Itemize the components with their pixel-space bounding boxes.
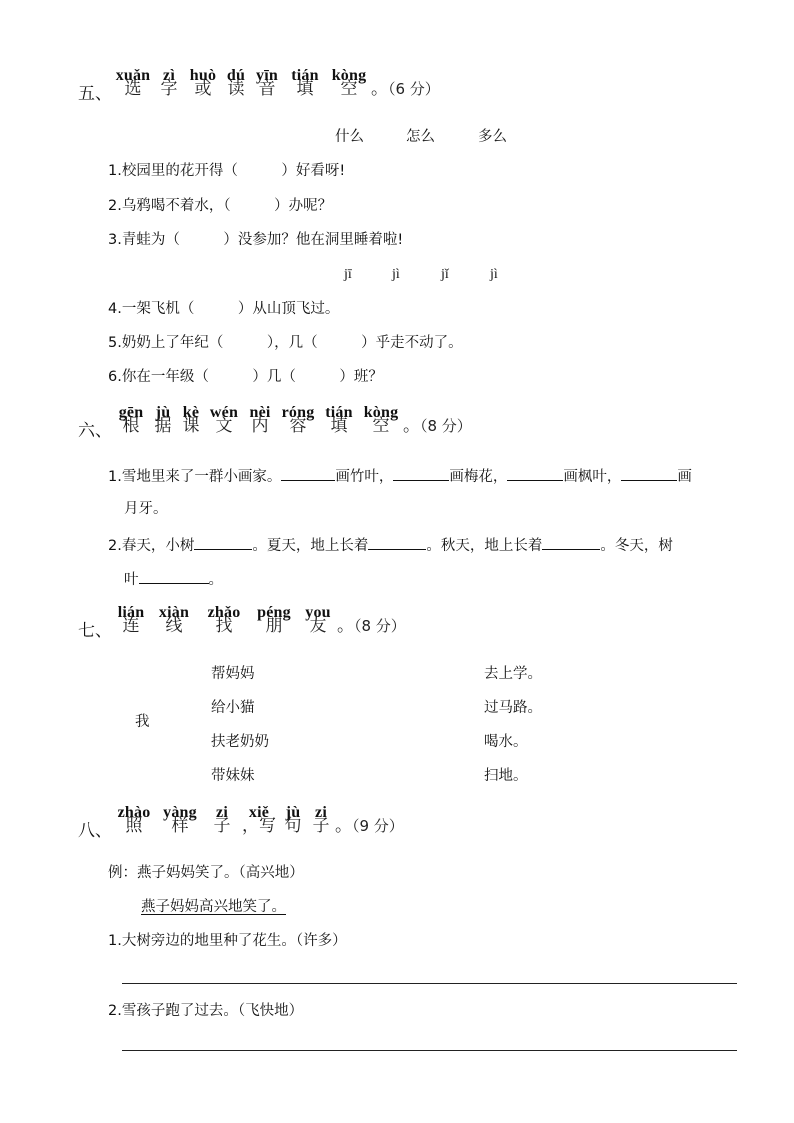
s8-question-2: 2.雪孩子跑了过去。（飞快地） (108, 1003, 304, 1019)
s8-question-1: 1.大树旁边的地里种了花生。（许多） (108, 933, 347, 949)
section5-pinyin: xuǎn zì huò dú yīn tián kòng (115, 67, 367, 84)
section8-score: （9 分） (352, 817, 404, 835)
section7-score: （8 分） (354, 617, 406, 635)
s8-answer-line-1[interactable] (122, 983, 737, 984)
s5-question-3: 3.青蛙为（ ）没参加？他在洞里睡着啦! (108, 232, 404, 248)
match-right-1[interactable]: 去上学。 (484, 666, 542, 682)
s8-example-answer: 燕子妈妈高兴地笑了。 (141, 899, 286, 915)
section5-score: （6 分） (388, 80, 440, 98)
section8-pinyin: zhào yàng zi xiě jù zi (117, 804, 327, 821)
section8-title: 照 样 子 ，写 句 子 。（9 分） (125, 816, 404, 836)
answer-blank[interactable] (368, 535, 426, 550)
section7-pinyin: lián xiàn zhǎo péng you (117, 604, 331, 621)
section6-score: （8 分） (420, 417, 472, 435)
section5-title: 选 字 或 读 音 填 空 。（6 分） (124, 79, 440, 99)
match-left-3[interactable]: 扶老奶奶 (211, 734, 269, 750)
match-right-4[interactable]: 扫地。 (484, 768, 528, 784)
match-subject: 我 (135, 714, 150, 730)
word-option-1: 什么 (335, 129, 364, 145)
s6-question-1: 1.雪地里来了一群小画家。 画竹叶， 画梅花， 画枫叶， 画 (108, 466, 692, 486)
answer-blank[interactable] (393, 466, 449, 481)
s5-question-4: 4.一架飞机（ ）从山顶飞过。 (108, 301, 340, 317)
sound-option-3: jǐ (441, 267, 449, 282)
answer-blank[interactable] (281, 466, 335, 481)
section6-number: 六、 (78, 421, 112, 441)
s6-question-2-cont: 叶 。 (124, 569, 223, 589)
s5-question-6: 6.你在一年级（ ）几（ ）班？ (108, 369, 383, 385)
match-left-4[interactable]: 带妹妹 (211, 768, 255, 784)
answer-blank[interactable] (542, 535, 600, 550)
match-left-2[interactable]: 给小猫 (211, 700, 255, 716)
section8-number: 八、 (78, 821, 112, 841)
answer-blank[interactable] (194, 535, 252, 550)
match-left-1[interactable]: 帮妈妈 (211, 666, 255, 682)
match-right-2[interactable]: 过马路。 (484, 700, 542, 716)
s5-question-1: 1.校园里的花开得（ ）好看呀! (108, 163, 346, 179)
sound-option-1: jī (344, 267, 352, 282)
section6-title: 根 据 课 文 内 容 填 空 。（8 分） (122, 416, 472, 436)
s8-answer-line-2[interactable] (122, 1050, 737, 1051)
word-option-3: 多么 (478, 129, 507, 145)
answer-blank[interactable] (139, 569, 209, 584)
s6-question-1-cont: 月牙。 (124, 501, 168, 517)
section7-number: 七、 (78, 621, 112, 641)
answer-blank[interactable] (621, 466, 677, 481)
s8-example: 例：燕子妈妈笑了。（高兴地） (108, 865, 304, 881)
section5-number: 五、 (78, 84, 112, 104)
s6-question-2: 2.春天，小树 。夏天，地上长着 。秋天，地上长着 。冬天，树 (108, 535, 673, 555)
match-right-3[interactable]: 喝水。 (484, 734, 528, 750)
section6-pinyin: gēn jù kè wén nèi róng tián kòng (118, 404, 399, 421)
section7-title: 连 线 找 朋 友 。（8 分） (122, 616, 406, 636)
answer-blank[interactable] (507, 466, 563, 481)
sound-option-2: jì (392, 267, 400, 282)
sound-option-4: jì (490, 267, 498, 282)
s5-question-2: 2.乌鸦喝不着水，（ ）办呢？ (108, 198, 333, 214)
word-option-2: 怎么 (406, 129, 435, 145)
s5-question-5: 5.奶奶上了年纪（ ），几（ ）乎走不动了。 (108, 335, 463, 351)
